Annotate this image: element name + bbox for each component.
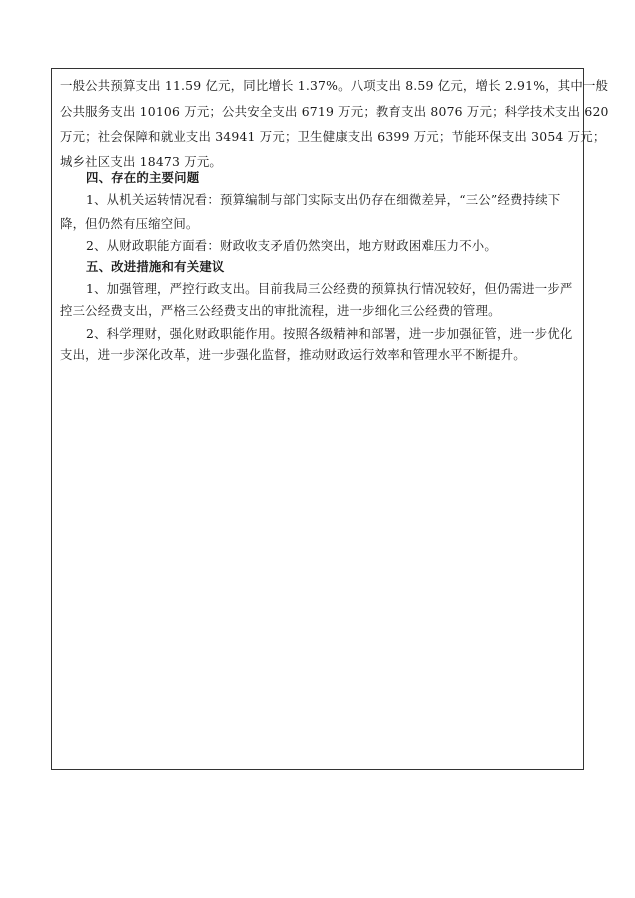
section-heading-problems: 四、存在的主要问题 (86, 170, 200, 185)
paragraph-line: 2、从财政职能方面看：财政收支矛盾仍然突出，地方财政困难压力不小。 (86, 238, 497, 253)
paragraph-line: 1、加强管理，严控行政支出。目前我局三公经费的预算执行情况较好，但仍需进一步严 (86, 281, 573, 296)
section-heading-measures: 五、改进措施和有关建议 (86, 259, 225, 274)
paragraph-line: 降，但仍然有压缩空间。 (60, 216, 199, 231)
paragraph-line: 支出，进一步深化改革，进一步强化监督，推动财政运行效率和管理水平不断提升。 (60, 347, 526, 362)
body-text-line: 城乡社区支出 18473 万元。 (60, 154, 223, 169)
paragraph-line: 2、科学理财，强化财政职能作用。按照各级精神和部署，进一步加强征管，进一步优化 (86, 326, 573, 341)
body-text-line: 公共服务支出 10106 万元；公共安全支出 6719 万元；教育支出 8076 万元；科学技术支出 620 (60, 104, 609, 119)
body-text-line: 一般公共预算支出 11.59 亿元，同比增长 1.37%。八项支出 8.59 亿元，增长 2.91%，其中一般 (60, 78, 609, 93)
body-text-line: 万元；社会保障和就业支出 34941 万元；卫生健康支出 6399 万元；节能环保支出 3054 万元； (60, 129, 606, 144)
paragraph-line: 1、从机关运转情况看：预算编制与部门实际支出仍存在细微差异，“三公”经费持续下 (86, 192, 561, 207)
document-table-frame (51, 68, 609, 770)
paragraph-line: 控三公经费支出，严格三公经费支出的审批流程，进一步细化三公经费的管理。 (60, 303, 501, 318)
